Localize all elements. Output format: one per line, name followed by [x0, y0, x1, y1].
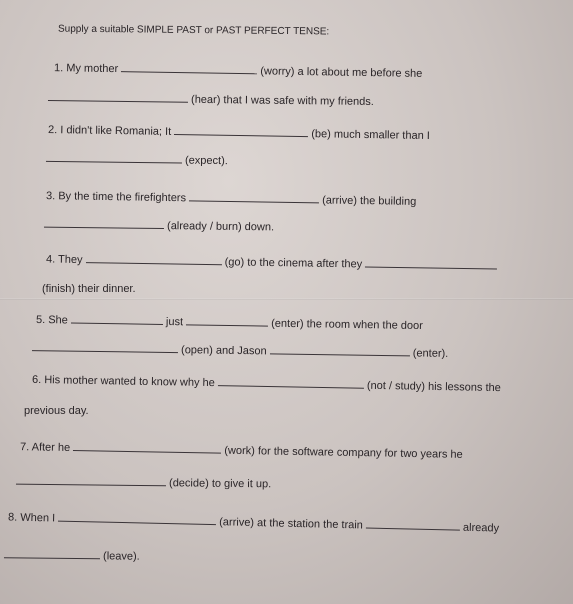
- worksheet-heading: Supply a suitable SIMPLE PAST or PAST PERFECT TENSE:: [57, 23, 330, 38]
- exercise-2-line-2: [46, 152, 228, 168]
- exercise-5-line-2: [32, 341, 448, 361]
- exercise-5-text-a: 5. She: [35, 313, 68, 327]
- exercise-5-text-c: (enter) the room when the door: [271, 317, 423, 333]
- paper-fold: [0, 298, 573, 300]
- exercise-1-text-b: (worry) a lot about me before she: [260, 65, 423, 80]
- exercise-6-line-2: [24, 404, 89, 418]
- exercise-5-text-e: (enter).: [412, 347, 449, 360]
- exercise-1-line-1: [54, 61, 423, 81]
- exercise-1-line-2: [48, 91, 374, 109]
- exercise-8-line-2: [4, 548, 140, 563]
- exercise-3-text-b: (arrive) the building: [322, 194, 417, 208]
- exercise-2-text-a: 2. I didn't like Romania; It: [47, 124, 172, 138]
- exercise-1-text-c: (hear) that I was safe with my friends.: [190, 93, 374, 108]
- exercise-6-text-c: previous day.: [24, 405, 89, 417]
- exercise-3-blank-1[interactable]: [189, 191, 319, 203]
- exercise-7-text-c: (decide) to give it up.: [168, 477, 272, 491]
- exercise-5-blank-4[interactable]: [270, 344, 410, 356]
- exercise-8-text-c: already: [462, 521, 500, 535]
- exercise-3-line-2: [44, 218, 274, 235]
- exercise-8-blank-2[interactable]: [366, 519, 460, 531]
- exercise-7-line-2: [16, 475, 271, 492]
- exercise-2-blank-1[interactable]: [174, 125, 308, 137]
- exercise-5-text-d: (open) and Jason: [180, 344, 267, 358]
- exercise-3-text-c: (already / burn) down.: [166, 220, 275, 234]
- exercise-5-text-b: just: [165, 316, 184, 329]
- exercise-4-line-1: [46, 252, 497, 273]
- exercise-6-text-a: 6. His mother wanted to know why he: [31, 373, 215, 390]
- exercise-4-blank-1[interactable]: [86, 253, 222, 265]
- exercise-2-text-b: (be) much smaller than I: [311, 128, 430, 142]
- exercise-8-text-a: 8. When I: [7, 511, 56, 525]
- exercise-6-blank-1[interactable]: [218, 376, 364, 389]
- exercise-8-text-d: (leave).: [102, 550, 140, 563]
- exercise-1-blank-1[interactable]: [121, 62, 257, 74]
- exercise-5-blank-3[interactable]: [32, 341, 178, 353]
- exercise-4-text-c: (finish) their dinner.: [42, 283, 136, 295]
- exercise-7-text-b: (work) for the software company for two years he: [224, 444, 463, 461]
- exercise-2-blank-2[interactable]: [46, 152, 182, 164]
- exercise-4-line-2: [42, 282, 136, 296]
- exercise-6-line-1: [32, 373, 501, 395]
- exercise-1-text-a: 1. My mother: [53, 62, 119, 76]
- exercise-8-blank-1[interactable]: [58, 512, 216, 526]
- exercise-4-blank-2[interactable]: [365, 257, 497, 269]
- exercise-5-blank-1[interactable]: [71, 314, 163, 325]
- exercise-7-blank-2[interactable]: [16, 475, 166, 487]
- exercise-4-text-a: 4. They: [45, 253, 83, 267]
- exercise-8-blank-3[interactable]: [4, 548, 100, 559]
- exercise-5-line-1: [36, 313, 423, 333]
- exercise-4-text-b: (go) to the cinema after they: [224, 256, 363, 271]
- exercise-3-blank-2[interactable]: [44, 218, 164, 229]
- exercise-2-text-c: (expect).: [184, 154, 228, 168]
- exercise-8-text-b: (arrive) at the station the train: [219, 516, 363, 532]
- exercise-3-text-a: 3. By the time the firefighters: [45, 190, 187, 205]
- exercise-7-text-a: 7. After he: [19, 441, 71, 455]
- exercise-2-line-1: [48, 123, 430, 143]
- exercise-8-line-1: [8, 510, 499, 535]
- exercise-7-line-1: [20, 440, 463, 462]
- exercise-7-blank-1[interactable]: [73, 441, 221, 454]
- exercise-5-blank-2[interactable]: [186, 315, 268, 326]
- exercise-6-text-b: (not / study) his lessons the: [366, 379, 501, 395]
- exercise-1-blank-2[interactable]: [48, 91, 188, 103]
- exercise-3-line-1: [46, 189, 416, 209]
